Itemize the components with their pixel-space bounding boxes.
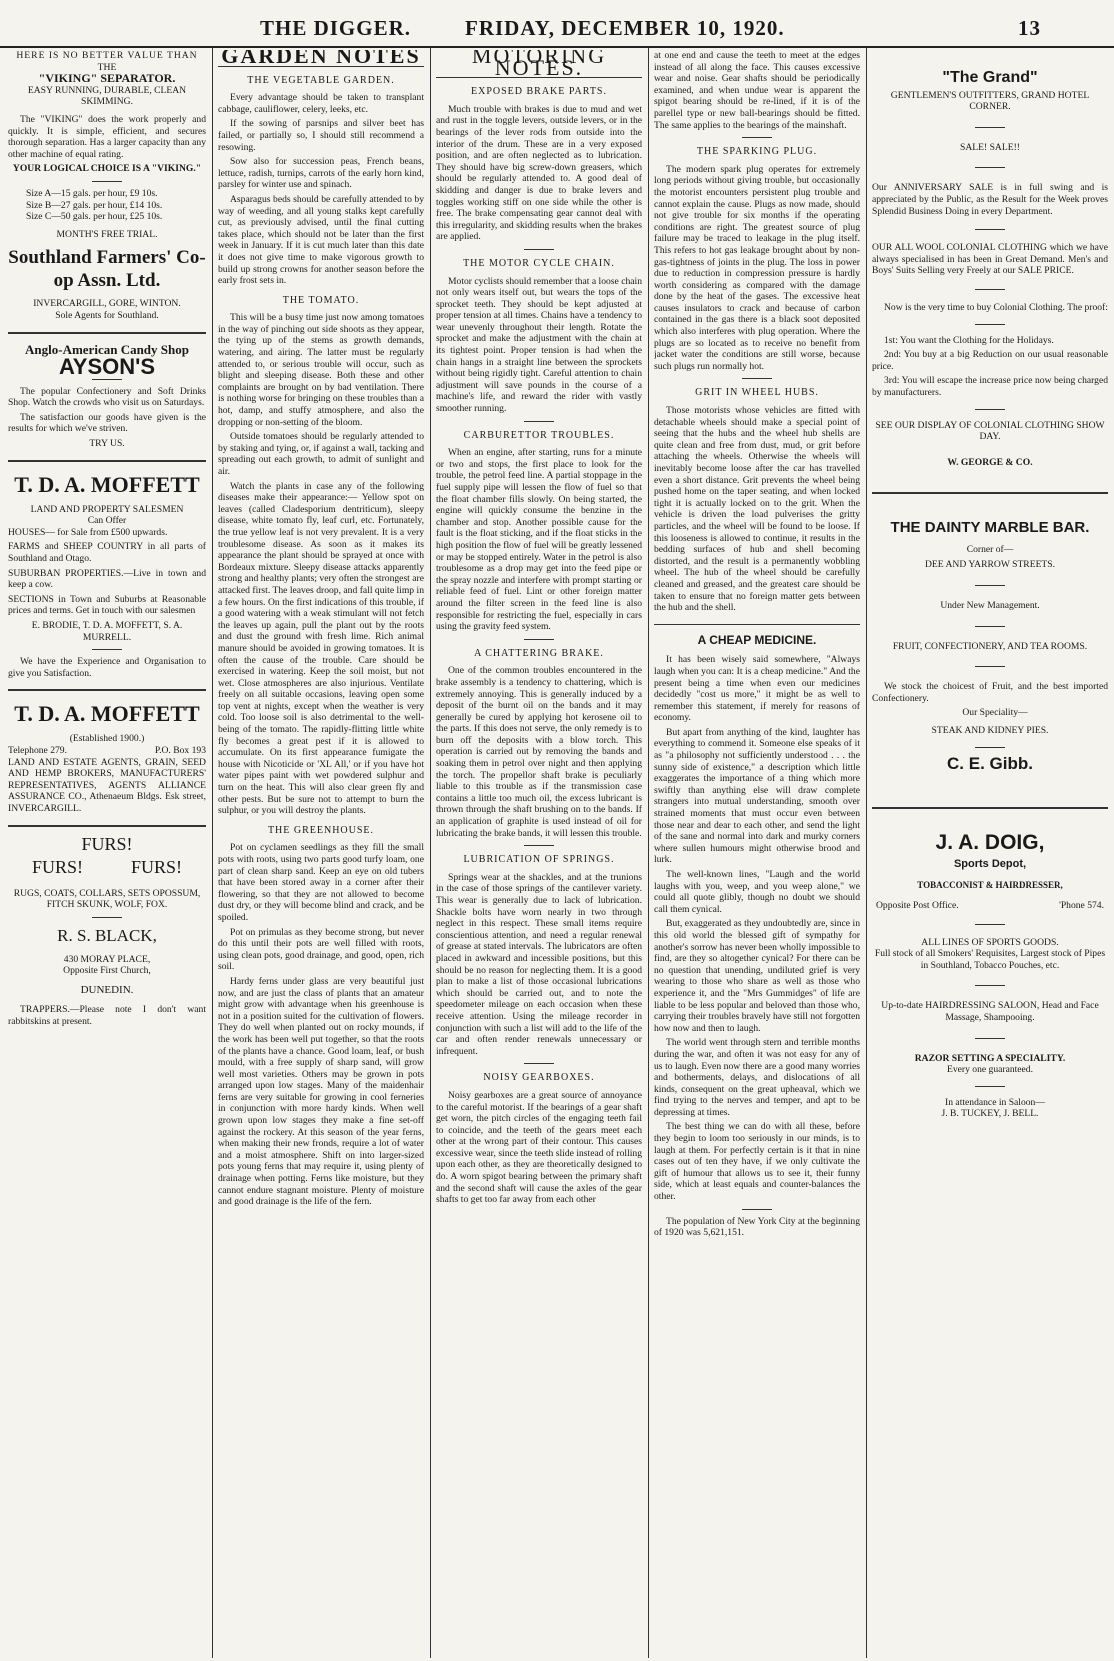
sparking-plug-title: THE SPARKING PLUG. bbox=[696, 146, 818, 158]
grand-p5: 2nd: You buy at a big Reduction on our usual reasonable price. bbox=[872, 349, 1108, 372]
marble-fruit: FRUIT, CONFECTIONERY, AND TEA ROOMS. bbox=[892, 640, 1088, 652]
doig-stock: Full stock of all Smokers' Requisites, Largest stock of Pipes in Southland, Tobacco Pouches, etc. bbox=[874, 948, 1106, 971]
separator bbox=[975, 1086, 1005, 1087]
moffett-name-2: T. D. A. MOFFETT bbox=[14, 701, 200, 727]
doig-trade: TOBACCONIST & HAIRDRESSER, bbox=[917, 880, 1063, 891]
viking-headline: "VIKING" SEPARATOR. bbox=[38, 71, 176, 86]
column-advertisements-left bbox=[8, 50, 206, 1655]
article-paragraph: at one end and cause the teeth to meet at the edges instead of all along the face. This causes excessive wear and noise. Gear shafts should be periodically examined, and when undue wear is apparent the spigot bearing should be re-lined, if it is of the parellel type or new ball-bearings should be fitted. The same applies to the bearings of the mainshaft. bbox=[654, 50, 860, 131]
moffett-ad-1 bbox=[8, 472, 206, 680]
divider bbox=[8, 332, 206, 334]
separator bbox=[92, 917, 122, 918]
separator bbox=[975, 167, 1005, 168]
grand-p4: 1st: You want the Clothing for the Holidays. bbox=[884, 334, 1054, 346]
rs-black-trappers: TRAPPERS.—Please note I don't want rabbitskins at present. bbox=[8, 1004, 206, 1027]
article-paragraph: The best thing we can do with all these, before they begin to loom too seriously in our minds, is to laugh at them. For perfectly certain is it that in nine cases out of ten they have, if we only cultivate the gift of humour that allows us to see it, their funny side, which at least equals and counter-balances the other. bbox=[654, 1121, 860, 1203]
separator bbox=[975, 924, 1005, 925]
article-paragraph: It has been wisely said somewhere, "Always laugh when you can: It is a cheap medicine." And the present being a time when even our medicines decidedly "cost us more," it might be as well to remember this statement, if merely for reasons of economy. bbox=[654, 654, 860, 724]
separator bbox=[975, 324, 1005, 325]
marble-bar-ad bbox=[872, 519, 1108, 773]
moffett-role: LAND AND PROPERTY SALESMEN bbox=[30, 503, 184, 515]
page-number: 13 bbox=[1018, 16, 1041, 40]
article-paragraph: Every advantage should be taken to transplant cabbage, cauliflower, celery, leeks, etc. bbox=[218, 92, 424, 115]
separator bbox=[975, 666, 1005, 667]
doig-attend: In attendance in Saloon— bbox=[945, 1096, 1045, 1108]
issue-date: FRIDAY, DECEMBER 10, 1920. bbox=[465, 16, 785, 40]
separator bbox=[975, 289, 1005, 290]
marble-pies: STEAK AND KIDNEY PIES. bbox=[931, 725, 1049, 737]
viking-line1: HERE IS NO BETTER VALUE THAN bbox=[16, 50, 198, 61]
article-paragraph: The well-known lines, "Laugh and the world laughs with you, weep, and you weep alone," we could all quote glibly, though no doubt we should call them cynical. bbox=[654, 869, 860, 915]
article-paragraph: Outside tomatoes should be regularly attended to by staking and tying, or, if against a wall, tacking and spreading out each growth, to admit of sunlight and air. bbox=[218, 431, 424, 477]
separator bbox=[742, 378, 772, 379]
article-paragraph: The world went through stern and terrible months during the war, and often it was not easy for any of us to laugh. Even now there are a good many worries and botherments, delays, and dislocations of all kinds, consequent on the great upheaval, which we find trying to the nerves and temper, and apt to be depressing at times. bbox=[654, 1037, 860, 1118]
column-motoring-continued bbox=[654, 50, 860, 1655]
doig-name: J. A. DOIG, bbox=[935, 831, 1045, 855]
article-paragraph: Those motorists whose vehicles are fitted with detachable wheels should make a special point of seeing that the hubs and the wheel hub shells are quite clean and free from dust, mud, or grit before attaching the wheels. Otherwise the wheels will inevitably become loose after the car has travelled even a short distance. Grit prevents the wheel being pushed home on the taper seating, and when locked tight it is actually locked on to the grit. When the vehicle is driven the load pulverises the gritty particles, and the wheel will be found to be loose. If this looseness is allowed to continue, it results in the bedding surfaces of hub and shell becoming distorted, and the result is a permanently wobbling wheel. The hub of the wheel should be carefully cleaned and greased, and the greatest care should be taken to ensure that no foreign matter gets between the hub and the shell. bbox=[654, 405, 860, 614]
moffett-telephone: Telephone 279. bbox=[8, 744, 68, 756]
marble-streets: DEE AND YARROW STREETS. bbox=[924, 559, 1056, 571]
moffett-suburban: SUBURBAN PROPERTIES.—Live in town and keep a cow. bbox=[8, 567, 206, 591]
column-rule bbox=[212, 48, 213, 1658]
column-motoring-notes bbox=[436, 50, 642, 1655]
motoring-notes-header: MOTORING NOTES. bbox=[436, 50, 642, 78]
rs-black-city: DUNEDIN. bbox=[80, 983, 134, 996]
article-paragraph: Asparagus beds should be carefully attended to by way of weeding, and all young stalks kept carefully cut, as previously advised, until the final cutting takes place, which should not be later than the first week in January. If it is cut much later than this date it does not give time to make vigorous growth to build up strong crowns for another season before the early frost sets in. bbox=[218, 193, 424, 287]
doig-goods: ALL LINES OF SPORTS GOODS. bbox=[921, 936, 1059, 948]
greenhouse-title: THE GREENHOUSE. bbox=[267, 824, 375, 836]
separator bbox=[975, 229, 1005, 230]
article-paragraph: But, exaggerated as they undoubtedly are, since in this old world the blessed gift of sympathy for another's sorrow has never been wholly impossible to find, are they so altogether cynical? For there can be no question that unending, undiluted grief is very wearing to those who share as well as those who experience it, and the "Mrs Gummidges" of life are liable to be less popular and beloved than those who, carrying their troubles bravely have still not forgotten how now and then to laugh. bbox=[654, 918, 860, 1034]
grand-p2: OUR ALL WOOL COLONIAL CLOTHING which we have always specialised in has been in Great Demand. Men's and Boys' Suits Selling very Freely at our SALE PRICE. bbox=[872, 242, 1108, 277]
separator bbox=[524, 1063, 554, 1064]
grand-p3: Now is the very time to buy Colonial Clothing. The proof: bbox=[884, 301, 1108, 313]
moffett-pobox: P.O. Box 193 bbox=[154, 744, 206, 756]
marble-mgmt: Under New Management. bbox=[940, 600, 1040, 612]
separator bbox=[742, 137, 772, 138]
southland-farmers-name: Southland Farmers' Co-op Assn. Ltd. bbox=[8, 247, 206, 292]
viking-size-c: Size C—50 gals. per hour, £25 10s. bbox=[26, 211, 163, 223]
separator bbox=[975, 747, 1005, 748]
viking-towns: INVERCARGILL, GORE, WINTON. bbox=[33, 298, 181, 310]
grand-name: "The Grand" bbox=[942, 69, 1038, 86]
chain-title: THE MOTOR CYCLE CHAIN. bbox=[463, 257, 615, 269]
marble-bar-name: THE DAINTY MARBLE BAR. bbox=[890, 519, 1090, 537]
article-paragraph: If the sowing of parsnips and silver beet has failed, or partially so, I should still recommend a resowing. bbox=[218, 118, 424, 153]
grand-p7: SEE OUR DISPLAY OF COLONIAL CLOTHING SHOW DAY. bbox=[875, 419, 1105, 443]
moffett-body: LAND AND ESTATE AGENTS, GRAIN, SEED AND HEMP BROKERS, MANUFACTURERS' REPRESENTATIVES, AGENTS ALLIANCE ASSURANCE CO., Athenaeum Bldgs. Esk street, INVERCARGILL. bbox=[8, 756, 206, 814]
viking-ad bbox=[8, 50, 206, 322]
rs-black-address: 430 MORAY PLACE, bbox=[63, 953, 151, 965]
article-paragraph: Pot on cyclamen seedlings as they fill the small pots with roots, using two parts good turfy loam, one part of clean sharp sand. Keep an eye on old tubers that have been stored away in a corner after their flowering, so that they are not allowed to become dust dry, or they will become blind and crack, and be spoiled. bbox=[218, 842, 424, 923]
separator bbox=[975, 1038, 1005, 1039]
separator bbox=[92, 181, 122, 182]
divider bbox=[872, 807, 1108, 809]
chattering-brake-title: A CHATTERING BRAKE. bbox=[474, 647, 604, 659]
aysons-body1: The popular Confectionery and Soft Drinks Shop. Watch the crowds who visit us on Saturdays. bbox=[8, 385, 206, 409]
column-advertisements-right bbox=[872, 50, 1108, 1655]
separator bbox=[975, 585, 1005, 586]
article-paragraph: The modern spark plug operates for extremely long periods without giving trouble, but occasionally the motorist encounters persistent plug trouble and cannot explain the cause. Plugs as now made, should not give trouble for six months if the operating conditions are right. The greatest source of plug failure may be traced to leakage in the plug itself. This refers to hot gas leakage brought about by non-gas-tightness of joints in the plug. The loss in power due to reduction in compression pressure is hardly worth considering as compared with the damage done by the heat of the gases. The excessive heat causes insulators to crack and because of carbon contained in the gas there is a black soot deposited which also interferes with plug operation. Where the plugs are so located as to receive no benefit from jacket water the conditions are still worse, because such plugs run normally hot. bbox=[654, 163, 860, 372]
divider bbox=[8, 460, 206, 462]
article-paragraph: Hardy ferns under glass are very beautiful just now, and are just the class of plants that an amateur might grow with advantage when his greenhouse is not in a position suited for the cultivation of flowers. They do well when planted out on rocky mounds, if the work has been well put together, so that the roots of the plants have a chance. Good loam, leaf, or bush mould, with a free supply of sharp sand, will grow well most varieties. Others may be grown in pots arranged upon low stages. Many of the maidenhair ferns are very suitable for growing in cool ferneries in conjunction with more hardy kinds. When well grown upon low stages they make a fine set-off against the rockery. At this season of the year ferns, when making their new fronds, require a lot of water and a moist atmosphere. Shift on into larger-sized pots young ferns that may require it, using plenty of drainage when potting. Ferns like moisture, but they cannot endure stagnant moisture. Plenty of moisture and good drainage is the life of the fern. bbox=[218, 975, 424, 1208]
separator bbox=[975, 127, 1005, 128]
viking-agents: Sole Agents for Southland. bbox=[55, 309, 159, 321]
article-paragraph: One of the common troubles encountered in the brake assembly is a tendency to chattering, which is extremely annoying. This is generally induced by a deposit of the burnt oil on the bands and it may generally be cured by applying hot kerosene oil to the parts. If this does not serve, the only remedy is to burn off the deposits with a blow torch. This operation is carried out by removing the bands and soaking them in petrol over night and then applying the torch. The propellor shaft brake is peculiarly liable to this trouble as if the transmission case contains a little too much oil, the excess lubricant is thrown through the shaft brushing on to the bands. If an application of graphite is used instead of oil for lubricating the brake bands, it will lessen this trouble. bbox=[436, 665, 642, 839]
separator bbox=[92, 649, 122, 650]
column-garden-notes bbox=[218, 50, 424, 1655]
paper-title: THE DIGGER. bbox=[260, 16, 412, 40]
aysons-shop: Anglo-American Candy Shop bbox=[25, 341, 189, 357]
aysons-ad bbox=[8, 341, 206, 450]
moffett-name-1: T. D. A. MOFFETT bbox=[14, 471, 200, 497]
grand-sub: GENTLEMEN'S OUTFITTERS, GRAND HOTEL CORNER. bbox=[890, 89, 1090, 113]
column-rule bbox=[430, 48, 431, 1658]
divider bbox=[654, 624, 860, 625]
article-paragraph: Springs wear at the shackles, and at the trunions in the case of those springs of the cantilever variety. This wear is generally due to lack of lubrication. Shackle bolts have worn nearly in two through neglect in this respect. These small items require conscientious attention, and need a regular renewal of grease at stated intervals. The lubricators are often placed in awkward and incessible positions, but this should be no reason for neglecting them. It is a good plan to make a list of those occasional lubrications which should be carried out, and to note the speedometer mileage on each occasion when these receive attention. Using the mileage recorder in conjunction with such a list will add to the life of the car and often render renewals unnecessary or infrequent. bbox=[436, 871, 642, 1057]
marble-stock: We stock the choicest of Fruit, and the best imported Confectionery. bbox=[872, 681, 1108, 704]
divider bbox=[8, 825, 206, 827]
doig-saloon: Up-to-date HAIRDRESSING SALOON, Head and Face Massage, Shampooing. bbox=[881, 1000, 1099, 1023]
separator bbox=[975, 985, 1005, 986]
moffett-houses: HOUSES— for Sale from £500 upwards. bbox=[8, 526, 168, 538]
vegetable-garden-title: THE VEGETABLE GARDEN. bbox=[247, 74, 395, 86]
article-paragraph: But apart from anything of the kind, laughter has everything to commend it. Someone else speaks of it as "a philosophy not sufficiently understood . . . the sunny side of existence," a description which little exaggerates the importance of a thing which more swiftly than anything else will draw complete strangers into mutual understanding, smooth over strained moments that must occur even between those near and dear to each other, and send the light of the sane and normal into dark and murky corners where sullen humours might otherwise brood and lurk. bbox=[654, 726, 860, 866]
rs-black-opposite: Opposite First Church, bbox=[63, 965, 151, 977]
furs-items: RUGS, COATS, COLLARS, SETS OPOSSUM, FITCH SKUNK, WOLF, FOX. bbox=[13, 887, 201, 911]
aysons-name: AYSON'S bbox=[58, 354, 156, 380]
doig-names: J. B. TUCKEY, J. BELL. bbox=[941, 1108, 1039, 1120]
population-note: The population of New York City at the beginning of 1920 was 5,621,151. bbox=[654, 1215, 860, 1239]
moffett-established: (Established 1900.) bbox=[69, 733, 145, 745]
doig-razor: RAZOR SETTING A SPECIALITY. bbox=[914, 1052, 1066, 1064]
separator bbox=[524, 845, 554, 846]
doig-phone: 'Phone 574. bbox=[1059, 900, 1104, 911]
viking-size-a: Size A—15 gals. per hour, £9 10s. bbox=[26, 187, 158, 199]
separator bbox=[524, 249, 554, 250]
grand-sign: W. GEORGE & CO. bbox=[947, 456, 1033, 468]
gearboxes-title: NOISY GEARBOXES. bbox=[483, 1072, 595, 1084]
article-paragraph: Pot on primulas as they become strong, but never do this until their pots are well filled with roots, using clean pots, good drainage, and good, open, rich soil. bbox=[218, 926, 424, 973]
separator bbox=[524, 639, 554, 640]
moffett-ad-2 bbox=[8, 701, 206, 814]
article-paragraph: Motor cyclists should remember that a loose chain not only wears itself out, but wears the tops of the sprocket teeth. They should be kept adjusted at proper tension at all times. Chains have a tendency to wear unevenly throughout their length. Rotate the sprocket and make the adjustment with the chain at its tightest point. Proper tension is had when the chain hangs in a straight line between the sprockets without being rigidly tight. Careful attention to chain adjustment will save pounds in the course of a machine's life, and reward the rider with vastly smoother running. bbox=[436, 275, 642, 415]
divider bbox=[8, 689, 206, 691]
divider bbox=[872, 492, 1108, 494]
viking-line2: THE bbox=[97, 61, 117, 73]
column-rule bbox=[866, 48, 867, 1658]
viking-trial: MONTH'S FREE TRIAL. bbox=[56, 228, 158, 240]
viking-line4: EASY RUNNING, DURABLE, CLEAN SKIMMING. bbox=[27, 84, 187, 108]
grit-title: GRIT IN WHEEL HUBS. bbox=[695, 387, 819, 399]
tomato-title: THE TOMATO. bbox=[282, 294, 360, 306]
moffett-experience: We have the Experience and Organisation to give you Satisfaction. bbox=[8, 656, 206, 679]
doig-depot: Sports Depot, bbox=[953, 857, 1027, 870]
marble-owner: C. E. Gibb. bbox=[947, 753, 1033, 773]
rs-black-name: R. S. BLACK, bbox=[57, 925, 157, 945]
separator bbox=[975, 626, 1005, 627]
carburettor-title: CARBURETTOR TROUBLES. bbox=[463, 429, 615, 441]
brake-parts-title: EXPOSED BRAKE PARTS. bbox=[470, 86, 607, 98]
moffett-sections: SECTIONS in Town and Suburbs at Reasonable prices and terms. Get in touch with our salesmen bbox=[8, 593, 206, 617]
doig-ad bbox=[872, 831, 1108, 1120]
moffett-salesmen: E. BRODIE, T. D. A. MOFFETT, S. A. MURRELL. bbox=[31, 620, 183, 643]
marble-corner: Corner of— bbox=[966, 543, 1014, 555]
aysons-body2: The satisfaction our goods have given is the results for which we've striven. bbox=[8, 411, 206, 435]
viking-body: The "VIKING" does the work properly and quickly. It is simple, efficient, and secures thorough separation. Has a larger capacity than any other machine of equal rating. bbox=[8, 113, 206, 160]
separator bbox=[742, 1209, 772, 1210]
doig-post: Opposite Post Office. bbox=[876, 900, 959, 911]
furs-heading: FURS! bbox=[81, 833, 133, 854]
column-rule bbox=[648, 48, 649, 1658]
viking-size-b: Size B—27 gals. per hour, £14 10s. bbox=[26, 199, 163, 211]
article-paragraph: This will be a busy time just now among tomatoes in the way of pinching out side shoots as they appear, the tying up of the stems as growth demands, watering, and airing. The latter must be regularly attended to, or serious trouble will occur, such as blight and sleeping disease. Both these and other complaints are brought on by bad ventilation. There is nothing worse for bringing on these troubles than a hot, damp, and stuffy atmosphere, and also the dropping or non-setting of the bloom. bbox=[218, 312, 424, 428]
article-paragraph: Sow also for succession peas, French beans, lettuce, radish, turnips, carrots of the early horn kind, parsley for winter use and spinach. bbox=[218, 156, 424, 191]
article-paragraph: When an engine, after starting, runs for a minute or two and stops, the first place to look for the trouble, the petrol feed line. A partial stoppage in the fuel supply pipe will lessen the flow of fuel so that the float chamber fills slowly. On being started, the engine will quickly consume the benzine in the chamber and stop. Another possible cause for the fault is the float sticking, and if the float sticks in the high position the flow of fuel will be greatly lessened or may be stopped entirely. Water in the petrol is also troublesome as a drop may get into the feed pipe or the spray nozzle and interfere with prompt starting or reliable feed of fuel. Lint or other foreign matter around the filter screen in the feed line is also responsible for restricting the fuel, especially in cars using the gravity feed system. bbox=[436, 447, 642, 633]
moffett-offer: Can Offer bbox=[87, 515, 127, 527]
viking-choice: YOUR LOGICAL CHOICE IS A "VIKING." bbox=[12, 163, 202, 175]
grand-sale: SALE! SALE!! bbox=[960, 141, 1020, 153]
article-paragraph: Noisy gearboxes are a great source of annoyance to the careful motorist. If the bearings of a gear shaft get worn, the pitch circles of the engaging teeth fail to coincide, and the teeth of the gears meet each other at the wrong part of their contour. This causes excessive wear, since the teeth slide instead of rolling upon each other, as they are theoretically designed to do. A worn spigot bearing between the primary shaft and the second shaft will cause the axles of the gear shafts to get too far away from each other bbox=[436, 1089, 642, 1206]
article-paragraph: Watch the plants in case any of the following diseases make their appearance:— Yellow spot on leaves (called Cladesporium dentriticum), sleepy disease, white tomato fly, leaf curl, etc. Fortunately, the true yellow leaf is not very prevalent. It is a very troublesome disease. As soon as it makes its appearance the plant should be sprayed at once with Bordeaux mixture. Sleepy disease attacks apparently strong and healthy plants; very often the strongest are attacked first. The leaves droop, and fall quite limp in a few hours. On the first indications of this trouble, if a good watering with a weak stimulant will not fetch the leaves up again, pull the plant out by the roots and dust the ground with fresh lime. Rich animal manure should be avoided in growing tomatoes. It is often the cause of the trouble. Care should be exercised in watering. Keep the soil moist, but not wet. Close atmospheres are also injurious. Ventilate freely on all suitable occasions, leaving open some top vent at nights, except when the weather is very cold. Too loose soil is also detrimental to the well-being of the tomato. The rapidly-flitting little white fly becomes a great pest if it is allowed to accumulate. On its first appearance fumigate the house with Nicoticide or 'XL All,' or if you have hot water pipes paint with wet powdered sulphur and turn on the heat. This will also clear green fly and other pests. But be sure not to attempt to burn the sulphur, or you will destroy the plants. bbox=[218, 480, 424, 817]
grand-ad bbox=[872, 69, 1108, 468]
doig-guarantee: Every one guaranteed. bbox=[946, 1064, 1034, 1076]
springs-title: LUBRICATION OF SPRINGS. bbox=[463, 854, 615, 866]
cheap-medicine-title: A CHEAP MEDICINE. bbox=[697, 632, 817, 647]
furs-ad bbox=[8, 833, 206, 1028]
separator bbox=[975, 409, 1005, 410]
grand-p1: Our ANNIVERSARY SALE is in full swing and is appreciated by the Public, as the Result for the Week proves Splendid Business Doing in every Department. bbox=[872, 182, 1108, 217]
moffett-farms: FARMS and SHEEP COUNTRY in all parts of Southland and Otago. bbox=[8, 541, 206, 565]
garden-notes-header: GARDEN NOTES bbox=[218, 50, 424, 67]
furs-left: FURS! bbox=[31, 857, 84, 878]
masthead bbox=[0, 0, 1114, 48]
aysons-try: TRY US. bbox=[89, 438, 125, 450]
grand-p6: 3rd: You will escape the increase price now being charged by manufacturers. bbox=[872, 375, 1108, 398]
article-paragraph: Much trouble with brakes is due to mud and wet and rust in the toggle levers, outside levers, or in the bearings of the lever rods from outside into the interior of the drum. These are in a very exposed position, and are often neglected as to lubrication. They should have big screw-down greasers, which should be regularly attended to. A good deal of skidding and danger is due to brake levers and toggles working stiff on one side while the other is free. The brake compensating gear cannot deal with this irregularity, and skidding results when the brakes are applied. bbox=[436, 103, 642, 243]
separator bbox=[524, 421, 554, 422]
furs-right: FURS! bbox=[130, 857, 183, 878]
marble-speciality: Our Speciality— bbox=[962, 707, 1028, 719]
